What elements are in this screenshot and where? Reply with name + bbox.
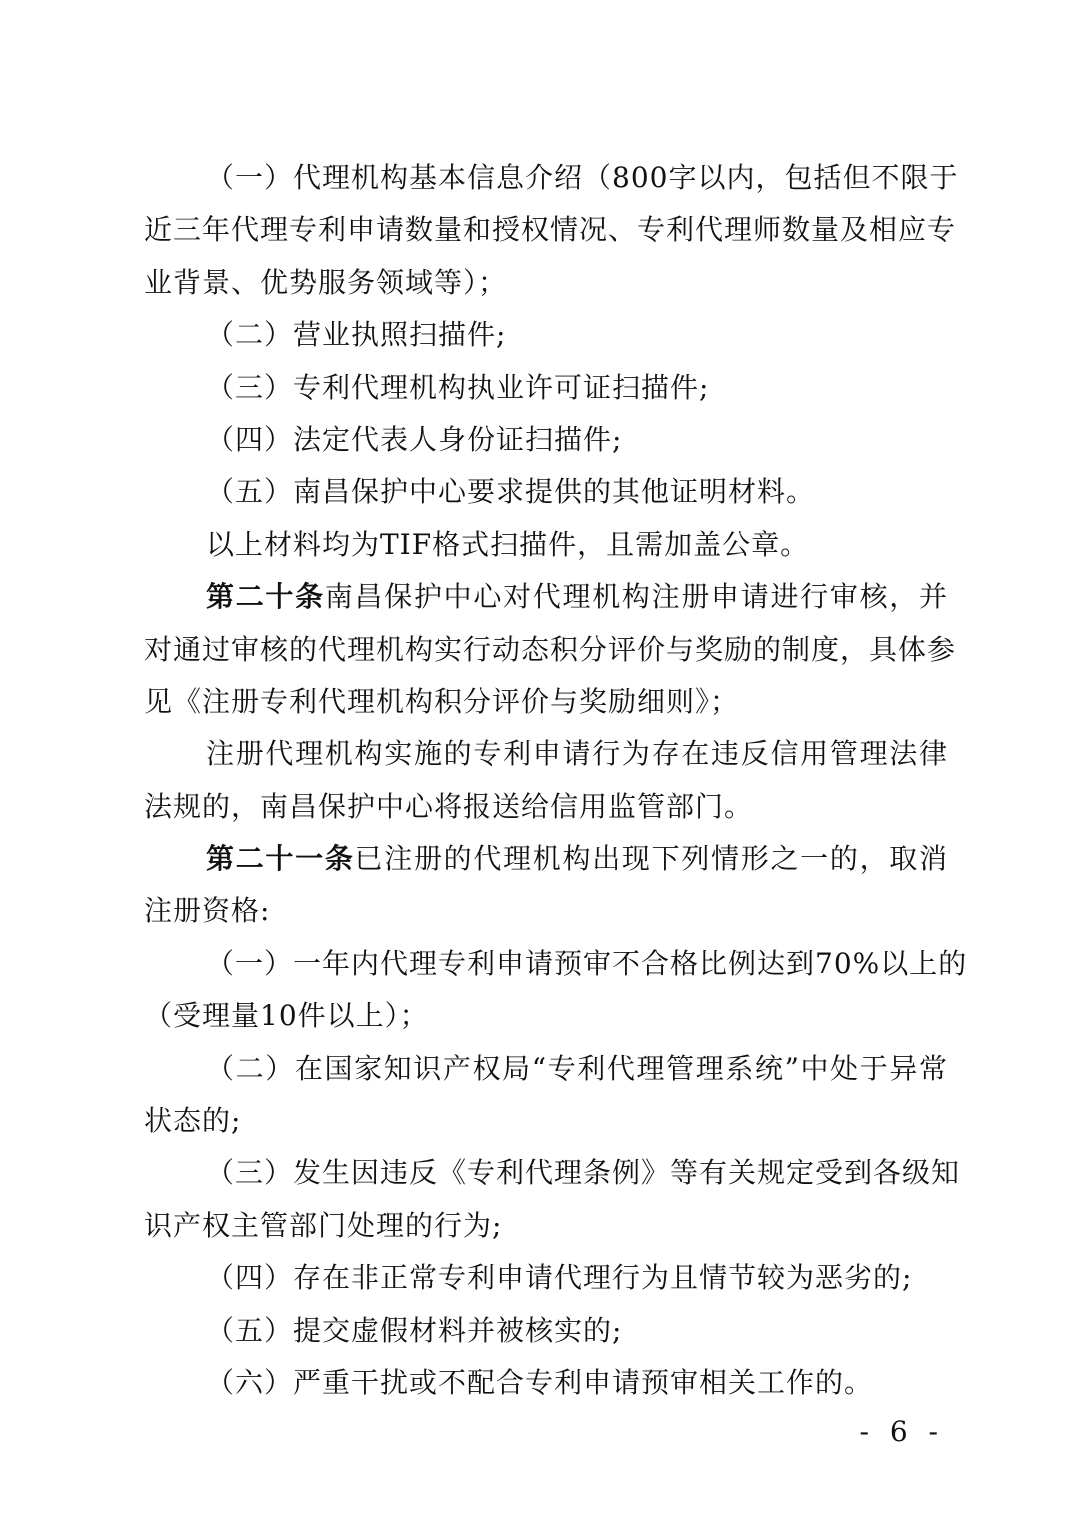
page-number: - 6 - [859, 1415, 944, 1448]
article-heading: 第二十条 [206, 580, 325, 614]
text-line: 以上材料均为TIF格式扫描件，且需加盖公章。 [206, 527, 810, 561]
article-text: 南昌保护中心对代理机构注册申请进行审核，并 [324, 580, 948, 614]
text-line: （一）一年内代理专利申请预审不合格比例达到70%以上的 [206, 946, 968, 980]
text-line: （六）严重干扰或不配合专利申请预审相关工作的。 [206, 1365, 874, 1399]
text-line: （五）南昌保护中心要求提供的其他证明材料。 [206, 475, 816, 509]
text-line: （五）提交虚假材料并被核实的; [206, 1313, 623, 1347]
text-line: （三）发生因违反《专利代理条例》等有关规定受到各级知 [206, 1156, 961, 1190]
text-line: 对通过审核的代理机构实行动态积分评价与奖励的制度，具体参 [144, 632, 957, 666]
text-line: 状态的; [144, 1104, 242, 1138]
text-line: 法规的，南昌保护中心将报送给信用监管部门。 [144, 789, 754, 823]
article-21-line [144, 833, 948, 885]
text-line: （二）在国家知识产权局“专利代理管理系统”中处于异常 [206, 1051, 948, 1085]
text-line: （一）代理机构基本信息介绍（800字以内，包括但不限于 [206, 161, 959, 194]
text-line: （二）营业执照扫描件; [206, 318, 507, 352]
text-line: 近三年代理专利申请数量和授权情况、专利代理师数量及相应专 [144, 213, 957, 247]
text-line: 识产权主管部门处理的行为; [144, 1208, 503, 1242]
text-line: （三）专利代理机构执业许可证扫描件; [206, 370, 710, 404]
text-line: 注册资格: [144, 894, 271, 928]
text-line: 注册代理机构实施的专利申请行为存在违反信用管理法律 [206, 737, 948, 771]
article-text: 已注册的代理机构出现下列情形之一的，取消 [354, 842, 948, 876]
article-heading: 第二十一条 [206, 842, 355, 876]
text-line: （受理量10件以上）； [144, 999, 429, 1033]
article-20-line [144, 571, 948, 623]
text-line: 业背景、优势服务领域等）； [144, 265, 508, 299]
document-body [144, 152, 968, 1409]
text-line: 见《注册专利代理机构积分评价与奖励细则》； [144, 684, 740, 718]
text-line: （四）存在非正常专利申请代理行为且情节较为恶劣的; [206, 1261, 913, 1295]
text-line: （四）法定代表人身份证扫描件; [206, 422, 623, 456]
